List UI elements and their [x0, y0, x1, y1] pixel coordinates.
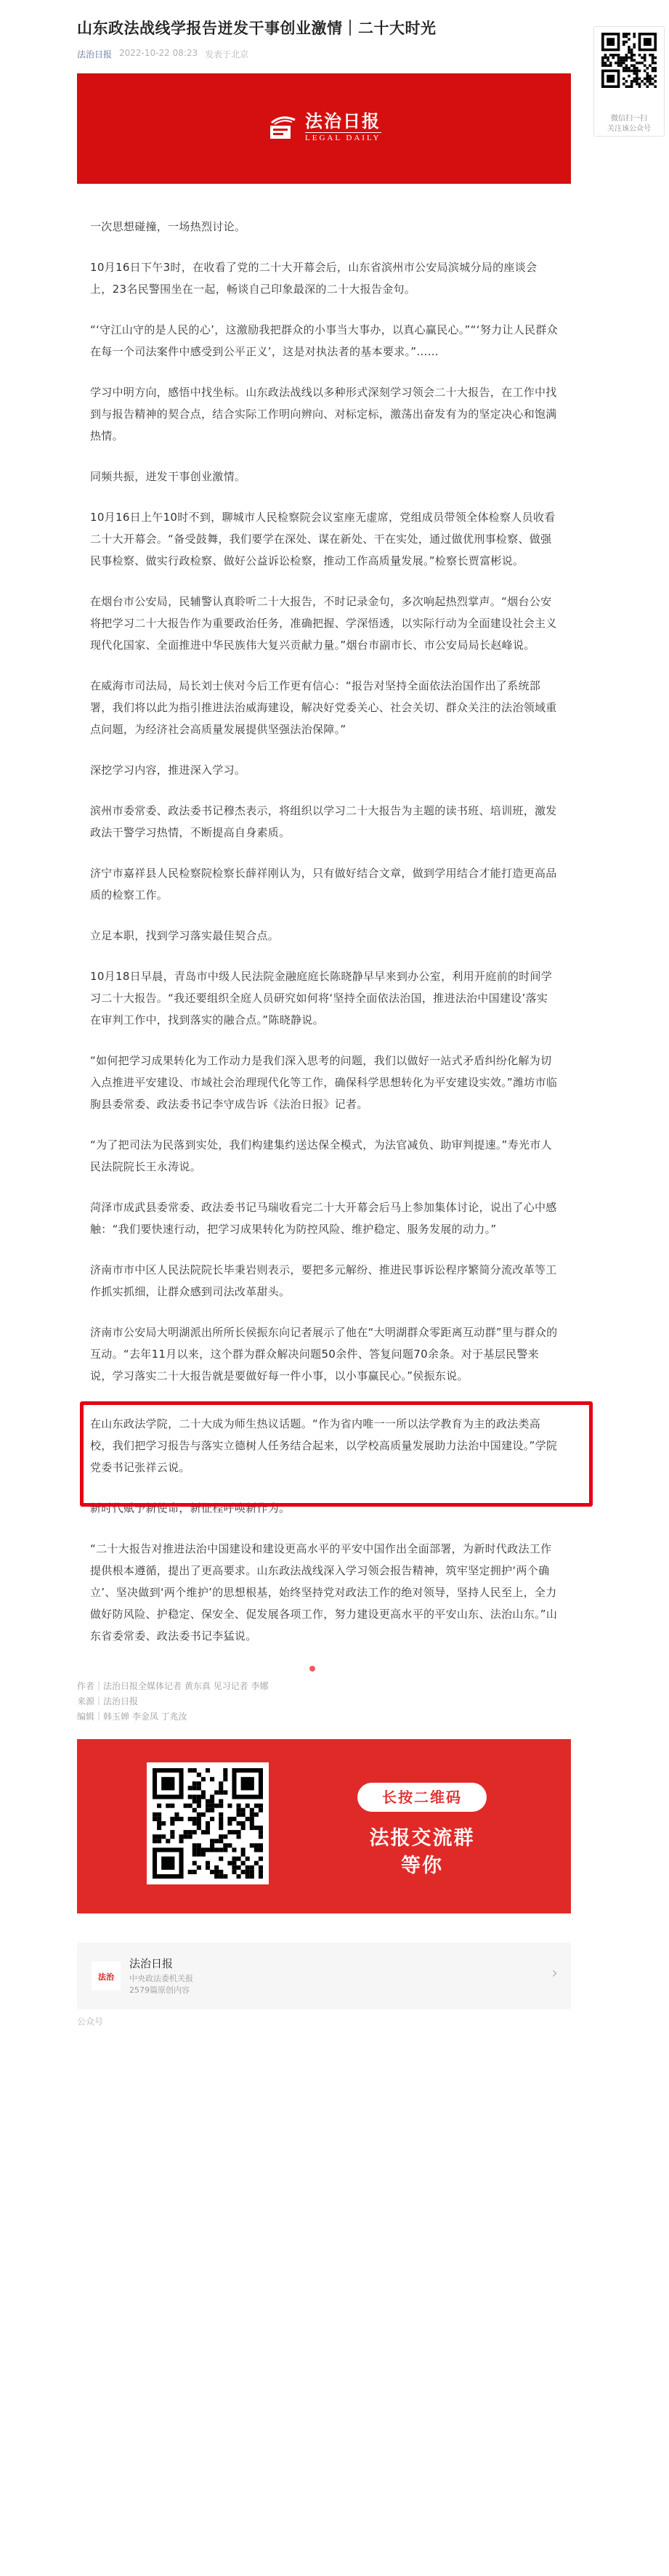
end-dot [309, 1666, 315, 1672]
account-profile-card[interactable] [77, 1943, 571, 2009]
profile-desc [129, 1973, 193, 1996]
highlighted-paragraph [90, 1413, 558, 1478]
long-press-qr-label: 长按二维码 [357, 1783, 487, 1812]
article-paragraph: 学习中明方向，感悟中找坐标。山东政法战线以多种形式深刻学习领会二十大报告，在工作中找到与报告精神的契合点，结合实际工作明向辨向、对标定标，激荡出奋发有为的坚定决心和饱满热情。 [90, 386, 557, 442]
promo-title-line1: 法报交流群 [369, 1827, 475, 1850]
promo-title-line2: 等你 [401, 1855, 443, 1877]
chevron-right-icon: › [551, 1964, 558, 1982]
article-paragraph: 济宁市嘉祥县人民检察院检察长薛祥刚认为，只有做好结合文章，做到学用结合才能打造更高品质的检察工作。 [90, 867, 557, 902]
credits [77, 1679, 571, 1725]
side-follow-qr[interactable] [593, 26, 665, 137]
header-banner [77, 73, 571, 184]
account-avatar-icon [92, 1961, 121, 1990]
promo-qr-card [77, 1739, 571, 1913]
logo-cn-text: 法治日报 [305, 111, 381, 131]
logo-en-text: LEGAL DAILY [305, 134, 381, 142]
credit-line: 编辑｜韩玉婵 李金凤 丁兆汝 [77, 1712, 187, 1722]
qr-code[interactable] [147, 1762, 269, 1884]
article-paragraph: 在山东政法学院，二十大成为师生热议话题。“作为省内唯一一所以法学教育为主的政法类高校，我们把学习报告与落实立德树人任务结合起来，以学校高质量发展助力法治中国建设。”学院党委书记张祥云说。 [90, 1417, 558, 1474]
profile-name: 法治日报 [129, 1957, 174, 1970]
article-paragraph: 10月16日上午10时不到，聊城市人民检察院会议室座无虚席，党组成员带领全体检察人员收看二十大开幕会。“备受鼓舞，我们要学在深处、谋在新处、干在实处，通过做优刑事检察、做强民事检察、做实行政检察、做好公益诉讼检察，推动工作高质量发展。”检察长贾富彬说。 [90, 511, 556, 567]
profile-description: 中央政法委机关报 [129, 1974, 193, 1983]
article-paragraph: 同频共振，迸发干事创业激情。 [90, 470, 246, 483]
article-paragraph: 济南市公安局大明湖派出所所长侯振东向记者展示了他在“大明湖群众零距离互动群”里与群众的互动。“去年11月以来，这个群为群众解决问题50余件、答复问题70余条。对于基层民警来说，学习落实二十大报告就是要做好每一件小事，以小事赢民心。”侯振东说。 [90, 1326, 558, 1382]
article-paragraph: 深挖学习内容，推进深入学习。 [90, 764, 246, 777]
article-paragraph: 一次思想碰撞，一场热烈讨论。 [90, 220, 246, 233]
account-link[interactable]: 法治日报 [77, 49, 113, 60]
highlight-box [80, 1401, 593, 1507]
credit-line: 来源｜法治日报 [77, 1696, 139, 1706]
article-paragraph: “如何把学习成果转化为工作动力是我们深入思考的问题，我们以做好一站式矛盾纠纷化解为切入点推进平安建设、市域社会治理现代化等工作，确保科学思想转化为平安建设实效。”潍坊市临朐县委常委、政法委书记李守成告诉《法治日报》记者。 [90, 1054, 558, 1111]
article-paragraph: “‘守江山守的是人民的心’，这激励我把群众的小事当大事办，以真心赢民心。”“‘努力让人民群众在每一个司法案件中感受到公平正义’，这是对执法者的基本要求。”…… [90, 323, 558, 358]
article-paragraph: “为了把司法为民落到实处，我们构建集约送达保全模式，为法官减负、助审判提速。”寿光市人民法院院长王永涛说。 [90, 1138, 552, 1173]
article-paragraph: 在烟台市公安局，民辅警认真聆听二十大报告，不时记录金句，多次响起热烈掌声。“烟台公安将把学习二十大报告作为重要政治任务，准确把握、学深悟透，以实际行动为全面建设社会主义现代化国家、全面推进中华民族伟大复兴贡献力量。”烟台市副市长、市公安局局长赵峰说。 [90, 595, 557, 652]
newspaper-logo-icon [267, 113, 299, 142]
article-body [77, 216, 571, 1647]
profile-article-count: 2579篇原创内容 [129, 1985, 190, 1995]
article-paragraph: 新时代赋予新使命，新征程呼唤新作为。 [90, 1502, 291, 1515]
article-title: 山东政法战线学报告迸发干事创业激情｜二十大时光 [77, 20, 437, 37]
svg-text:法治: 法治 [98, 1972, 114, 1982]
article-paragraph: 10月16日下午3时，在收看了党的二十大开幕会后，山东省滨州市公安局滨城分局的座谈会上，23名民警围坐在一起，畅谈自己印象最深的二十大报告金句。 [90, 261, 538, 296]
side-qr-text [594, 114, 664, 134]
promo-title [357, 1825, 487, 1880]
legal-daily-logo [267, 112, 381, 142]
article [77, 0, 571, 2028]
side-qr-line1: 微信扫一扫 [611, 115, 647, 123]
follow-qr-code-image [601, 33, 657, 88]
credit-line: 作者｜法治日报全媒体记者 黄东真 见习记者 李娜 [77, 1681, 269, 1691]
publish-location: 发表于北京 [205, 49, 249, 60]
side-qr-line2: 关注该公众号 [607, 125, 651, 133]
article-paragraph: 在威海市司法局，局长刘士侠对今后工作更有信心：“报告对坚持全面依法治国作出了系统部署，我们将以此为指引推进法治威海建设，解决好党委关心、社会关切、群众关注的法治领域重点问题，为经济社会高质量发展提供坚强法治保障。” [90, 679, 557, 736]
article-meta [77, 48, 571, 60]
qr-code-image [153, 1768, 263, 1879]
article-paragraph: 济南市市中区人民法院院长毕秉岩则表示，要把多元解纷、推进民事诉讼程序繁简分流改革等工作抓实抓细，让群众感到司法改革甜头。 [90, 1263, 557, 1298]
article-paragraph: 菏泽市成武县委常委、政法委书记马瑞收看完二十大开幕会后马上参加集体讨论，说出了心中感触：“我们要快速行动，把学习成果转化为防控风险、维护稳定、服务发展的动力。” [90, 1201, 557, 1236]
publish-date: 2022-10-22 08:23 [119, 48, 198, 58]
article-paragraph: 立足本职，找到学习落实最佳契合点。 [90, 929, 280, 942]
article-paragraph: 10月18日早晨，青岛市中级人民法院金融庭庭长陈晓静早早来到办公室，利用开庭前的时间学习二十大报告。“我还要组织全庭人员研究如何将‘坚持全面依法治国，推进法治中国建设’落实在审判工作中，找到落实的融合点。”陈晓静说。 [90, 970, 553, 1026]
profile-footer-label: 公众号 [77, 2017, 104, 2027]
article-paragraph: 滨州市委常委、政法委书记穆杰表示，将组织以学习二十大报告为主题的读书班、培训班，激发政法干警学习热情，不断提高自身素质。 [90, 804, 557, 839]
article-paragraph: “二十大报告对推进法治中国建设和建设更高水平的平安中国作出全面部署，为新时代政法工作提供根本遵循，提出了更高要求。山东政法战线深入学习领会报告精神，筑牢坚定拥护‘两个确立’、坚决做到‘两个维护’的思想根基，始终坚持党对政法工作的绝对领导，坚持人民至上，全力做好防风险、护稳定、保安全、促发展各项工作，努力建设更高水平的平安山东、法治山东。”山东省委常委、政法委书记李猛说。 [90, 1542, 558, 1643]
